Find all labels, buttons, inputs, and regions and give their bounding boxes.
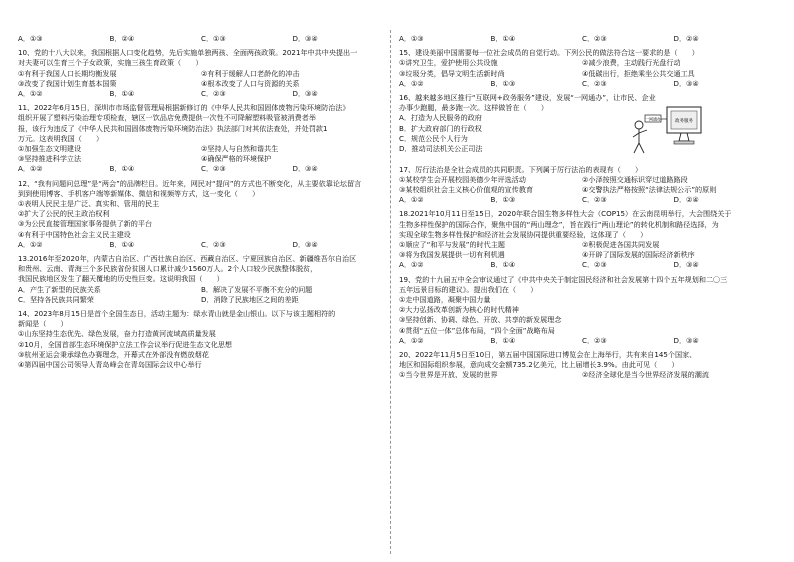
right-column <box>399 34 765 381</box>
statement-item: ①当今世界是开放、发展的世界 <box>399 370 498 380</box>
statement-list <box>18 199 384 240</box>
question-stem-line: 组织开展了塑料污染治理专项检查，辖区一饮品店免费提供一次性不可降解塑料吸管被消费者举 <box>18 113 316 123</box>
statement-item: ④确保严格的环境保护 <box>201 154 272 164</box>
statement-item: ②扩大了公民的民主政治权利 <box>18 209 110 219</box>
statement-item: ③为公民直接管理国家事务提供了新的平台 <box>18 219 153 229</box>
statement-list <box>399 240 765 260</box>
answer-choices <box>399 336 765 346</box>
computer-person-icon <box>629 103 707 157</box>
question-stem-line: 实现全球生物多样性保护和经济社会发展协同提供重要经验，这体现了（ ） <box>399 229 648 239</box>
choice-d: D．③④ <box>292 34 318 43</box>
question-stem-line: 报，该行为违反了《中华人民共和国固体废物污染环境防治法》执法部门对其依法查处，并处罚款1 <box>18 123 328 133</box>
statement-list <box>399 370 765 380</box>
choice-c: C．规范公民个人行为 <box>399 133 468 143</box>
answer-choices <box>18 89 384 99</box>
choice-d: D．③④ <box>673 78 699 88</box>
choice-c: C．②③ <box>582 260 607 270</box>
statement-item: ①山东坚持生态优先、绿色发展，奋力打造黄河流域高质量发展 <box>18 329 216 339</box>
question-14 <box>18 309 384 370</box>
question-stem-line: 13.2016年至2020年，内蒙古自治区、广西壮族自治区、西藏自治区、宁夏回族自治区、新疆维吾尔自治区 <box>18 254 357 264</box>
choice-c: C．②③ <box>582 78 607 88</box>
choice-d: D．推动司法机关公正司法 <box>399 144 483 154</box>
choice-b: B．①③ <box>490 78 516 88</box>
choice-a: A．产生了新型的民族关系 <box>18 284 101 294</box>
answer-choices <box>399 260 765 270</box>
choice-a: A．①② <box>18 164 43 174</box>
question-stem-line: 12、“我有问题问总理”是“两会”的品牌栏目。近年来，网民对“提问”的方式也不断变化，从主要依靠论坛留言 <box>18 178 362 188</box>
statement-item: ②减少浪费，主动践行光盘行动 <box>582 58 681 68</box>
answer-choices <box>18 240 384 250</box>
question-stem-line: 生物多样性保护的国际合作，聚焦中国的“两山理念”，旨在践行“两山理论”的转化机制和路径选择，为 <box>399 219 719 229</box>
question-stem-line: 18.2021年10月11日至15日，2020年联合国生物多样性大会（COP15）在云南昆明举行，大会围绕关于 <box>399 209 732 219</box>
choice-c: C．坚持各民族共同繁荣 <box>18 294 94 304</box>
choice-b: B．①④ <box>490 34 516 43</box>
choice-d: D．③④ <box>292 239 318 249</box>
answer-choices <box>399 195 765 205</box>
question-stem-line: 到到使用博客、手机客户端等新媒体、微信和视频等方式，这一变化（ ） <box>18 188 260 198</box>
choice-a: A．①② <box>399 335 424 345</box>
question-20 <box>399 350 765 381</box>
statement-item: ④有利于中国特色社会主义民主建设 <box>18 229 131 239</box>
statement-item: ①走中国道路，凝聚中国力量 <box>399 295 491 305</box>
choice-a: A．①② <box>18 239 43 249</box>
question-stem-line: 办事少跑腿，最多跑一次。这样做旨在（ ） <box>399 103 548 113</box>
choice-b: B．②④ <box>109 34 135 43</box>
answer-choices <box>18 164 384 174</box>
government-service-illustration <box>629 103 707 160</box>
question-15 <box>399 48 765 89</box>
choice-d: D．③④ <box>673 260 699 270</box>
statement-item: ④交警执法严格按照“法律法规公示”的原则 <box>582 185 717 195</box>
choice-c: C．②③ <box>582 34 607 43</box>
statement-item: ③改变了我国计划生育基本国策 <box>18 78 117 88</box>
choice-b: B．①④ <box>109 239 135 249</box>
statement-item: ③将为我国发展提供一切有利机遇 <box>399 250 505 260</box>
choice-b: B．①④ <box>490 260 516 270</box>
statement-list <box>18 69 384 89</box>
statement-item: ②坚持人与自然和谐共生 <box>201 144 279 154</box>
choice-c: C．①③ <box>201 34 226 43</box>
choice-b: B．①④ <box>109 164 135 174</box>
statement-item: ①加强生态文明建设 <box>18 144 82 154</box>
choice-a: A．打造为人民服务的政府 <box>399 113 482 123</box>
statement-list <box>18 144 384 164</box>
question-stem-line: 五年远景目标的建议》。提出我们在（ ） <box>399 284 538 294</box>
statement-item: ④根本改变了人口与资源的关系 <box>201 78 300 88</box>
choice-a: A．①② <box>18 89 43 99</box>
statement-item: ②经济全球化是当今世界经济发展的潮流 <box>582 370 709 380</box>
question-stem-line: 11、2022年6月15日，深圳市市场监督管理局根据新修订的《中华人民共和国固体废物污染环境防治法》 <box>18 103 350 113</box>
statement-list <box>399 175 765 195</box>
question-10 <box>18 48 384 99</box>
question-12 <box>18 179 384 250</box>
statement-item: ④贯彻“五位一体”总体布局，“四个全面”战略布局 <box>399 325 555 335</box>
question-19 <box>399 275 765 346</box>
answer-choices <box>399 79 765 89</box>
choice-a: A．①② <box>399 78 424 88</box>
statement-item: ①表明人民民主是广泛、真实和、管用的民主 <box>18 199 160 209</box>
left-column <box>18 34 384 370</box>
choice-c: C．②③ <box>201 164 226 174</box>
statement-item: ③坚持推进科学立法 <box>18 154 82 164</box>
question-18 <box>399 209 765 270</box>
question-stem-line: 地区和国际组织参展，意向成交金额735.2亿美元，比上届增长3.9%。由此可见（ ） <box>399 360 679 370</box>
question-stem-line: 我国民族地区发生了翻天覆地的历史性巨变。这说明我国（ ） <box>18 274 224 284</box>
question-stem-line: 10、党的十八大以来，我国根据人口变化趋势，先后实施单独两孩、全面两孩政策。2021年中共中央提出一 <box>18 48 358 58</box>
choice-d: D．②④ <box>673 34 699 43</box>
statement-item: ②10月，全国首部生态环境保护立法工作会议举行促进生态文化思想 <box>18 339 233 349</box>
choice-a: A．①③ <box>399 34 424 43</box>
choice-c: C．②③ <box>582 335 607 345</box>
statement-item: ②积极促进各国共同发展 <box>582 240 660 250</box>
choice-b: B．扩大政府部门的行政权 <box>399 123 482 133</box>
question-stem-line: 19、党的十九届五中全会审议通过了《中共中央关于制定国民经济和社会发展第十四个五年规划和二〇三 <box>399 274 728 284</box>
question-stem-line: 和贵州、云南、青海三个多民族省份贫困人口累计减少1560万人。2个人口较少民族整体脱贫， <box>18 264 318 274</box>
choice-b: B．①④ <box>109 89 135 99</box>
choice-b: B．解决了发展不平衡不充分的问题 <box>201 284 313 294</box>
question-stem-line: 17、厉行法治是全社会成员的共同职责。下列属于厉行法治的表现有（ ） <box>399 164 643 174</box>
statement-item: ②有利于缓解人口老龄化的冲击 <box>201 68 300 78</box>
question-17 <box>399 165 765 206</box>
statement-item: ①某校学生会开展校园美德少年评选活动 <box>399 174 526 184</box>
answer-choices <box>18 285 384 305</box>
question-stem-line: 20、2022年11月5日至10日，第五届中国国际进口博览会在上海举行，共有来自145个国家、 <box>399 350 697 360</box>
question-stem-line: 15、建设美丽中国需要每一位社会成员的自觉行动。下列公民的做法符合这一要求的是（ ） <box>399 48 699 58</box>
question-stem-line: 16、越来越多地区推行“互联网+政务服务”建设，发展“一网通办”，让市民、企业 <box>399 93 656 103</box>
choice-a: A．①② <box>399 195 424 205</box>
choice-b: B．①③ <box>490 195 516 205</box>
statement-item: ③某校组织社会主义核心价值观的宣传教育 <box>399 185 534 195</box>
statement-item: ①有利于我国人口长期均衡发展 <box>18 68 117 78</box>
statement-item: ④开辟了国际发展的国际经济新秩序 <box>582 250 695 260</box>
choice-c: C．②③ <box>201 239 226 249</box>
column-divider <box>390 30 391 554</box>
statement-list <box>399 295 765 336</box>
statement-list <box>399 58 765 78</box>
question-stem-line: 对夫妻可以生育三个子女政策，实施三孩生育政策（ ） <box>18 58 203 68</box>
choice-d: D．③④ <box>673 335 699 345</box>
answer-choices <box>399 113 599 160</box>
choice-d: D．③④ <box>292 89 318 99</box>
statement-item: ④第四届中国公司领导人青岛峰会在青岛国际会议中心举行 <box>18 360 202 370</box>
prev-question-choices <box>399 34 765 44</box>
choice-c: C．②③ <box>201 89 226 99</box>
choice-b: B．①④ <box>490 335 516 345</box>
statement-item: ③坚持创新、协调、绿色、开放、共享的新发展理念 <box>399 315 562 325</box>
question-stem-line: 新闻是（ ） <box>18 319 68 329</box>
fig-label-screen: 政务服务 <box>675 119 693 125</box>
question-13 <box>18 254 384 305</box>
statement-item: ④低碳出行，拒绝乘坐公共交通工具 <box>582 68 695 78</box>
choice-d: D．消除了民族地区之间的差距 <box>201 294 299 304</box>
statement-item: ②大力弘扬改革创新为核心的时代精神 <box>399 305 519 315</box>
prev-question-choices <box>18 34 384 44</box>
choice-d: D．②④ <box>673 195 699 205</box>
choice-a: A．①② <box>399 260 424 270</box>
choice-c: C．②③ <box>582 195 607 205</box>
question-stem-line: 14、2023年8月15日是首个全国生态日，活动主题为：绿水青山就是金山银山。以下与该主题相符的 <box>18 309 336 319</box>
choice-a: A．①③ <box>18 34 43 43</box>
fig-label-left: 一网通办 <box>645 116 661 122</box>
statement-item: ②小泽按照交通标识穿过道路路段 <box>582 174 688 184</box>
question-stem-line: 万元。这表明我国（ ） <box>18 133 104 143</box>
question-11 <box>18 103 384 174</box>
statement-list <box>18 329 384 370</box>
choice-d: D．③④ <box>292 164 318 174</box>
question-16 <box>399 93 765 161</box>
statement-item: ③杭州亚运会秉承绿色办赛理念，开幕式在外部没有燃放烟花 <box>18 349 209 359</box>
statement-item: ①顺应了“和平与发展”的时代主题 <box>399 240 505 250</box>
statement-item: ③垃圾分类，倡导文明生活新时尚 <box>399 68 505 78</box>
statement-item: ①讲究卫生，爱护使用公共设施 <box>399 58 498 68</box>
